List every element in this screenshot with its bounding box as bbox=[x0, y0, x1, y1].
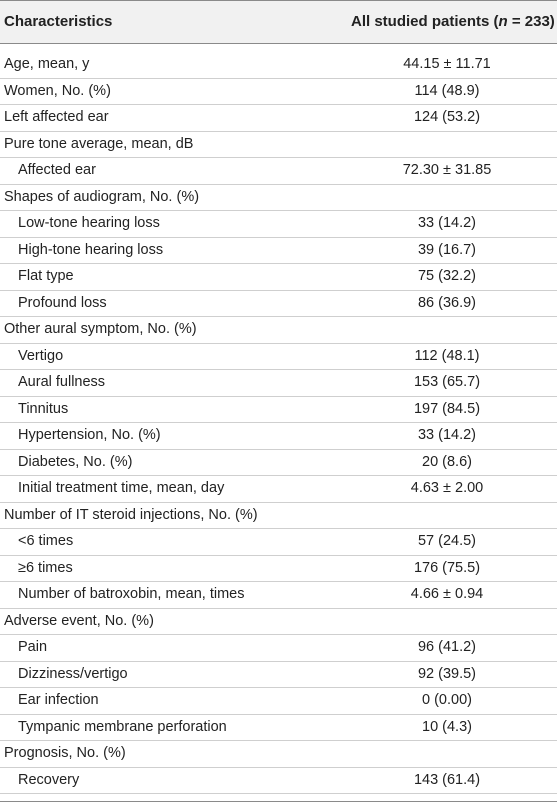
row-value: 72.30 ± 31.85 bbox=[402, 162, 492, 178]
table-row bbox=[0, 344, 557, 371]
table-row bbox=[0, 476, 557, 503]
row-value: 153 (65.7) bbox=[413, 374, 481, 390]
row-label: Other aural symptom, No. (%) bbox=[4, 321, 197, 337]
table-row bbox=[0, 741, 557, 768]
row-label: ≥6 times bbox=[18, 559, 73, 576]
row-label: Affected ear bbox=[18, 162, 96, 178]
row-label: Profound loss bbox=[18, 294, 107, 311]
table-row bbox=[0, 529, 557, 556]
row-value: 44.15 ± 11.71 bbox=[403, 56, 491, 72]
row-label: Shapes of audiogram, No. (%) bbox=[4, 188, 200, 205]
row-value: 0 (0.00) bbox=[422, 692, 472, 708]
row-label: Flat type bbox=[18, 268, 74, 284]
row-value: 143 (61.4) bbox=[413, 771, 481, 788]
header-prefix: All studied patients ( bbox=[351, 13, 499, 30]
row-value: 20 (8.6) bbox=[422, 453, 472, 470]
row-value: 57 (24.5) bbox=[417, 533, 477, 549]
table-row bbox=[0, 132, 557, 159]
table-row bbox=[0, 768, 557, 795]
header-suffix: = 233) bbox=[507, 13, 555, 30]
row-value: 39 (16.7) bbox=[417, 241, 477, 258]
row-value: 75 (32.2) bbox=[417, 268, 477, 284]
table-row bbox=[0, 582, 557, 609]
table-row bbox=[0, 52, 557, 79]
row-label: Age, mean, y bbox=[4, 56, 90, 72]
table-row bbox=[0, 291, 557, 318]
table-row bbox=[0, 158, 557, 185]
table-row bbox=[0, 450, 557, 477]
header-n-symbol: n bbox=[498, 13, 508, 30]
row-label: Hypertension, No. (%) bbox=[18, 427, 161, 443]
row-label: Adverse event, No. (%) bbox=[4, 612, 154, 629]
table-row bbox=[0, 609, 557, 636]
table-row bbox=[0, 662, 557, 689]
table-row bbox=[0, 556, 557, 583]
table-row bbox=[0, 105, 557, 132]
row-label: Diabetes, No. (%) bbox=[18, 453, 133, 470]
row-label: Recovery bbox=[18, 771, 80, 788]
table-row bbox=[0, 79, 557, 106]
table-row bbox=[0, 264, 557, 291]
row-label: Vertigo bbox=[18, 347, 64, 364]
row-label: Tinnitus bbox=[18, 400, 69, 417]
row-value: 33 (14.2) bbox=[417, 427, 477, 443]
table-row bbox=[0, 317, 557, 344]
table-row bbox=[0, 370, 557, 397]
table-row bbox=[0, 503, 557, 530]
row-label: Tympanic membrane perforation bbox=[18, 718, 227, 735]
row-value: 4.66 ± 0.94 bbox=[410, 586, 484, 602]
table-row bbox=[0, 635, 557, 662]
row-value: 4.63 ± 2.00 bbox=[410, 480, 484, 496]
row-label: Number of IT steroid injections, No. (%) bbox=[4, 506, 258, 523]
table-row bbox=[0, 688, 557, 715]
row-label: Pain bbox=[18, 639, 48, 655]
row-value: 92 (39.5) bbox=[417, 665, 477, 682]
row-value: 33 (14.2) bbox=[417, 215, 477, 231]
row-label: Aural fullness bbox=[18, 374, 106, 390]
row-label: Prognosis, No. (%) bbox=[4, 745, 126, 761]
row-value: 86 (36.9) bbox=[417, 294, 477, 311]
table-body bbox=[0, 52, 557, 794]
row-label: Low-tone hearing loss bbox=[18, 215, 160, 231]
row-label: Women, No. (%) bbox=[4, 82, 111, 99]
table-row bbox=[0, 211, 557, 238]
table-bottom-rule bbox=[0, 801, 557, 802]
row-value: 112 (48.1) bbox=[414, 347, 480, 364]
header-all-studied-patients bbox=[351, 13, 555, 30]
row-value: 197 (84.5) bbox=[413, 400, 481, 417]
row-value: 96 (41.2) bbox=[417, 639, 477, 655]
row-value: 114 (48.9) bbox=[414, 82, 480, 99]
row-label: Ear infection bbox=[18, 692, 99, 708]
row-label: High-tone hearing loss bbox=[18, 241, 164, 258]
row-label: Dizziness/vertigo bbox=[18, 665, 128, 682]
table-row bbox=[0, 238, 557, 265]
table-header bbox=[0, 0, 557, 44]
table-row bbox=[0, 185, 557, 212]
table-row bbox=[0, 715, 557, 742]
row-label: Left affected ear bbox=[4, 109, 109, 125]
table-row bbox=[0, 397, 557, 424]
row-label: Pure tone average, mean, dB bbox=[4, 135, 194, 152]
row-label: Number of batroxobin, mean, times bbox=[18, 586, 245, 602]
table-row bbox=[0, 423, 557, 450]
row-label: <6 times bbox=[18, 533, 74, 549]
row-value: 124 (53.2) bbox=[413, 109, 481, 125]
row-label: Initial treatment time, mean, day bbox=[18, 480, 225, 496]
row-value: 10 (4.3) bbox=[422, 718, 472, 735]
row-value: 176 (75.5) bbox=[413, 559, 481, 576]
header-characteristics: Characteristics bbox=[4, 13, 113, 30]
